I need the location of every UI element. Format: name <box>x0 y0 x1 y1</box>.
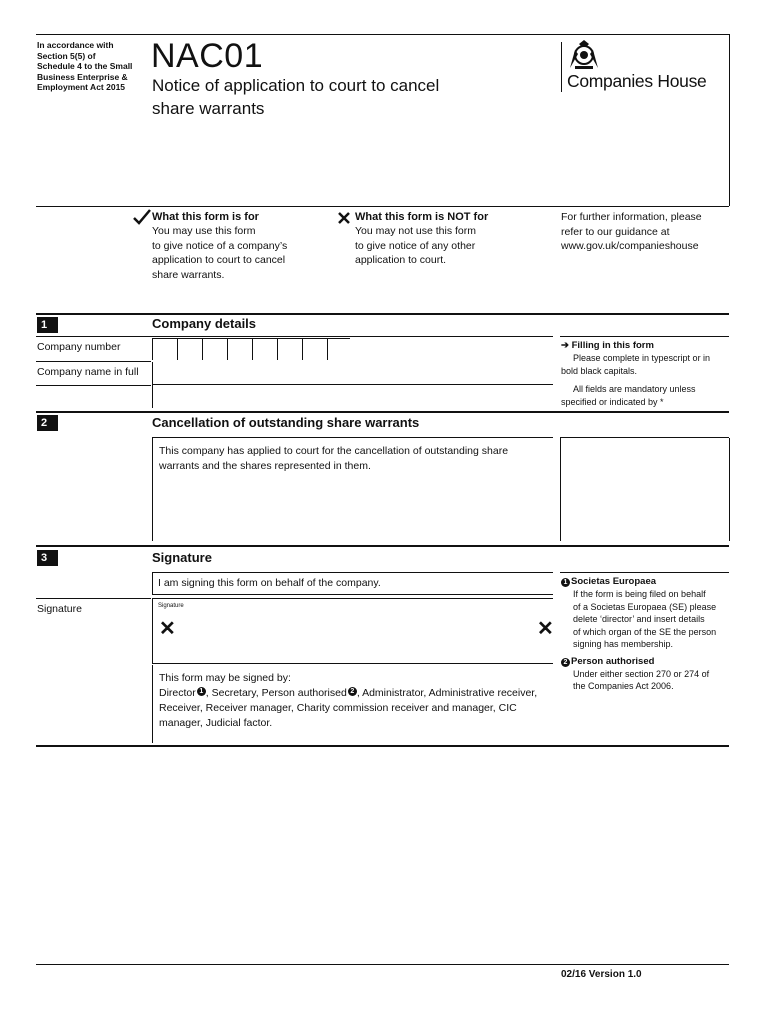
company-number-label: Company number <box>37 341 121 353</box>
section2-rule <box>36 411 729 413</box>
number-digit-box[interactable] <box>327 338 350 360</box>
form-is-for: What this form is for You may use this form to give notice of a company’s application to court to cancel share warrants. <box>152 211 288 281</box>
number-digit-box[interactable] <box>302 338 327 360</box>
footer-rule <box>36 964 729 965</box>
top-rule <box>36 34 729 35</box>
behalf-left <box>152 572 153 594</box>
note-2-marker: 2 <box>348 687 357 696</box>
legal-reference: In accordance with Section 5(5) of Schedule 4 to the Small Business Enterprise & Employment Act 2015 <box>37 40 133 92</box>
logo-divider <box>561 42 562 92</box>
section3-rule <box>36 545 729 547</box>
section3-bottom-rule <box>36 745 729 747</box>
row-rule-2 <box>36 385 151 386</box>
signature-box-label: Signature <box>158 603 184 609</box>
number-digit-box[interactable] <box>152 338 177 360</box>
form-not-for: What this form is NOT for You may not use this form to give notice of any other application to court. <box>355 211 489 266</box>
row-rule-1 <box>36 361 151 362</box>
checkmark-icon <box>133 209 151 225</box>
further-information: For further information, please refer to our guidance at www.gov.uk/companieshouse <box>561 210 731 254</box>
company-name-label: Company name in full <box>37 366 139 378</box>
section2-title: Cancellation of outstanding share warrants <box>152 415 420 430</box>
section3-number: 3 <box>37 550 58 566</box>
section1-number: 1 <box>37 317 58 333</box>
form-code: NAC01 <box>151 37 264 75</box>
note-1-marker: 1 <box>197 687 206 696</box>
signature-bottom <box>152 663 553 664</box>
guidance-link[interactable]: www.gov.uk/companieshouse <box>561 240 699 252</box>
sign-end-x-icon: ✕ <box>537 618 554 640</box>
sign-start-x-icon: ✕ <box>159 618 176 640</box>
signature-notes: 1 Societas Europaea If the form is being filed on behalf of a Societas Europaea (SE) please delete ‘director’ and insert details of which organ of the SE the person signing has membership. 2 Person authorised Under either section 270 or 274 of the Companies Act 2006. <box>561 576 731 693</box>
cross-icon <box>337 211 351 225</box>
cancellation-statement-box: This company has applied to court for the cancellation of outstanding share warrants and the shares represented in them. <box>152 438 553 541</box>
signature-label: Signature <box>37 603 82 615</box>
number-digit-box[interactable] <box>227 338 252 360</box>
section1-title: Company details <box>152 316 257 331</box>
version-text: 02/16 Version 1.0 <box>561 969 642 980</box>
form-title: Notice of application to court to cancel share warrants <box>152 76 440 118</box>
behalf-bottom <box>152 594 553 595</box>
company-name-line <box>153 384 553 385</box>
company-name-field[interactable] <box>152 362 553 408</box>
section1-sub-rule <box>36 336 553 337</box>
companies-house-logo <box>561 40 731 94</box>
number-digit-box[interactable] <box>177 338 202 360</box>
info-top-rule <box>36 206 729 207</box>
behalf-statement: I am signing this form on behalf of the company. <box>158 577 381 589</box>
section2-side-rule <box>560 437 729 438</box>
section1-rule <box>36 313 729 315</box>
number-digit-box[interactable] <box>202 338 227 360</box>
side-note-rule <box>560 336 729 337</box>
section3-side-rule <box>560 572 729 573</box>
signature-field[interactable] <box>152 598 553 664</box>
company-number-field[interactable] <box>152 338 352 360</box>
section3-sub-rule <box>152 572 553 573</box>
section2-number: 2 <box>37 415 58 431</box>
arrow-right-icon: ➔ <box>561 340 569 351</box>
section2-side-right <box>729 438 730 541</box>
section2-side-left <box>560 438 561 541</box>
number-digit-box[interactable] <box>277 338 302 360</box>
crest-icon <box>567 40 601 70</box>
number-digit-box[interactable] <box>252 338 277 360</box>
section3-title: Signature <box>152 550 212 565</box>
logo-text: Companies House <box>567 71 707 91</box>
signed-by-box: This form may be signed by: Director 1 , Secretary, Person authorised 2 , Administrator, Administrative receiver, Receiver, Receiver manager, Charity commission receiver and manager, CIC manager, Judicial factor. <box>152 665 553 743</box>
signature-label-rule <box>36 598 151 599</box>
filling-note: ➔ Filling in this form Please complete in typescript or in bold black capitals. All fields are mandatory unless specified or indicated by * <box>561 340 711 407</box>
